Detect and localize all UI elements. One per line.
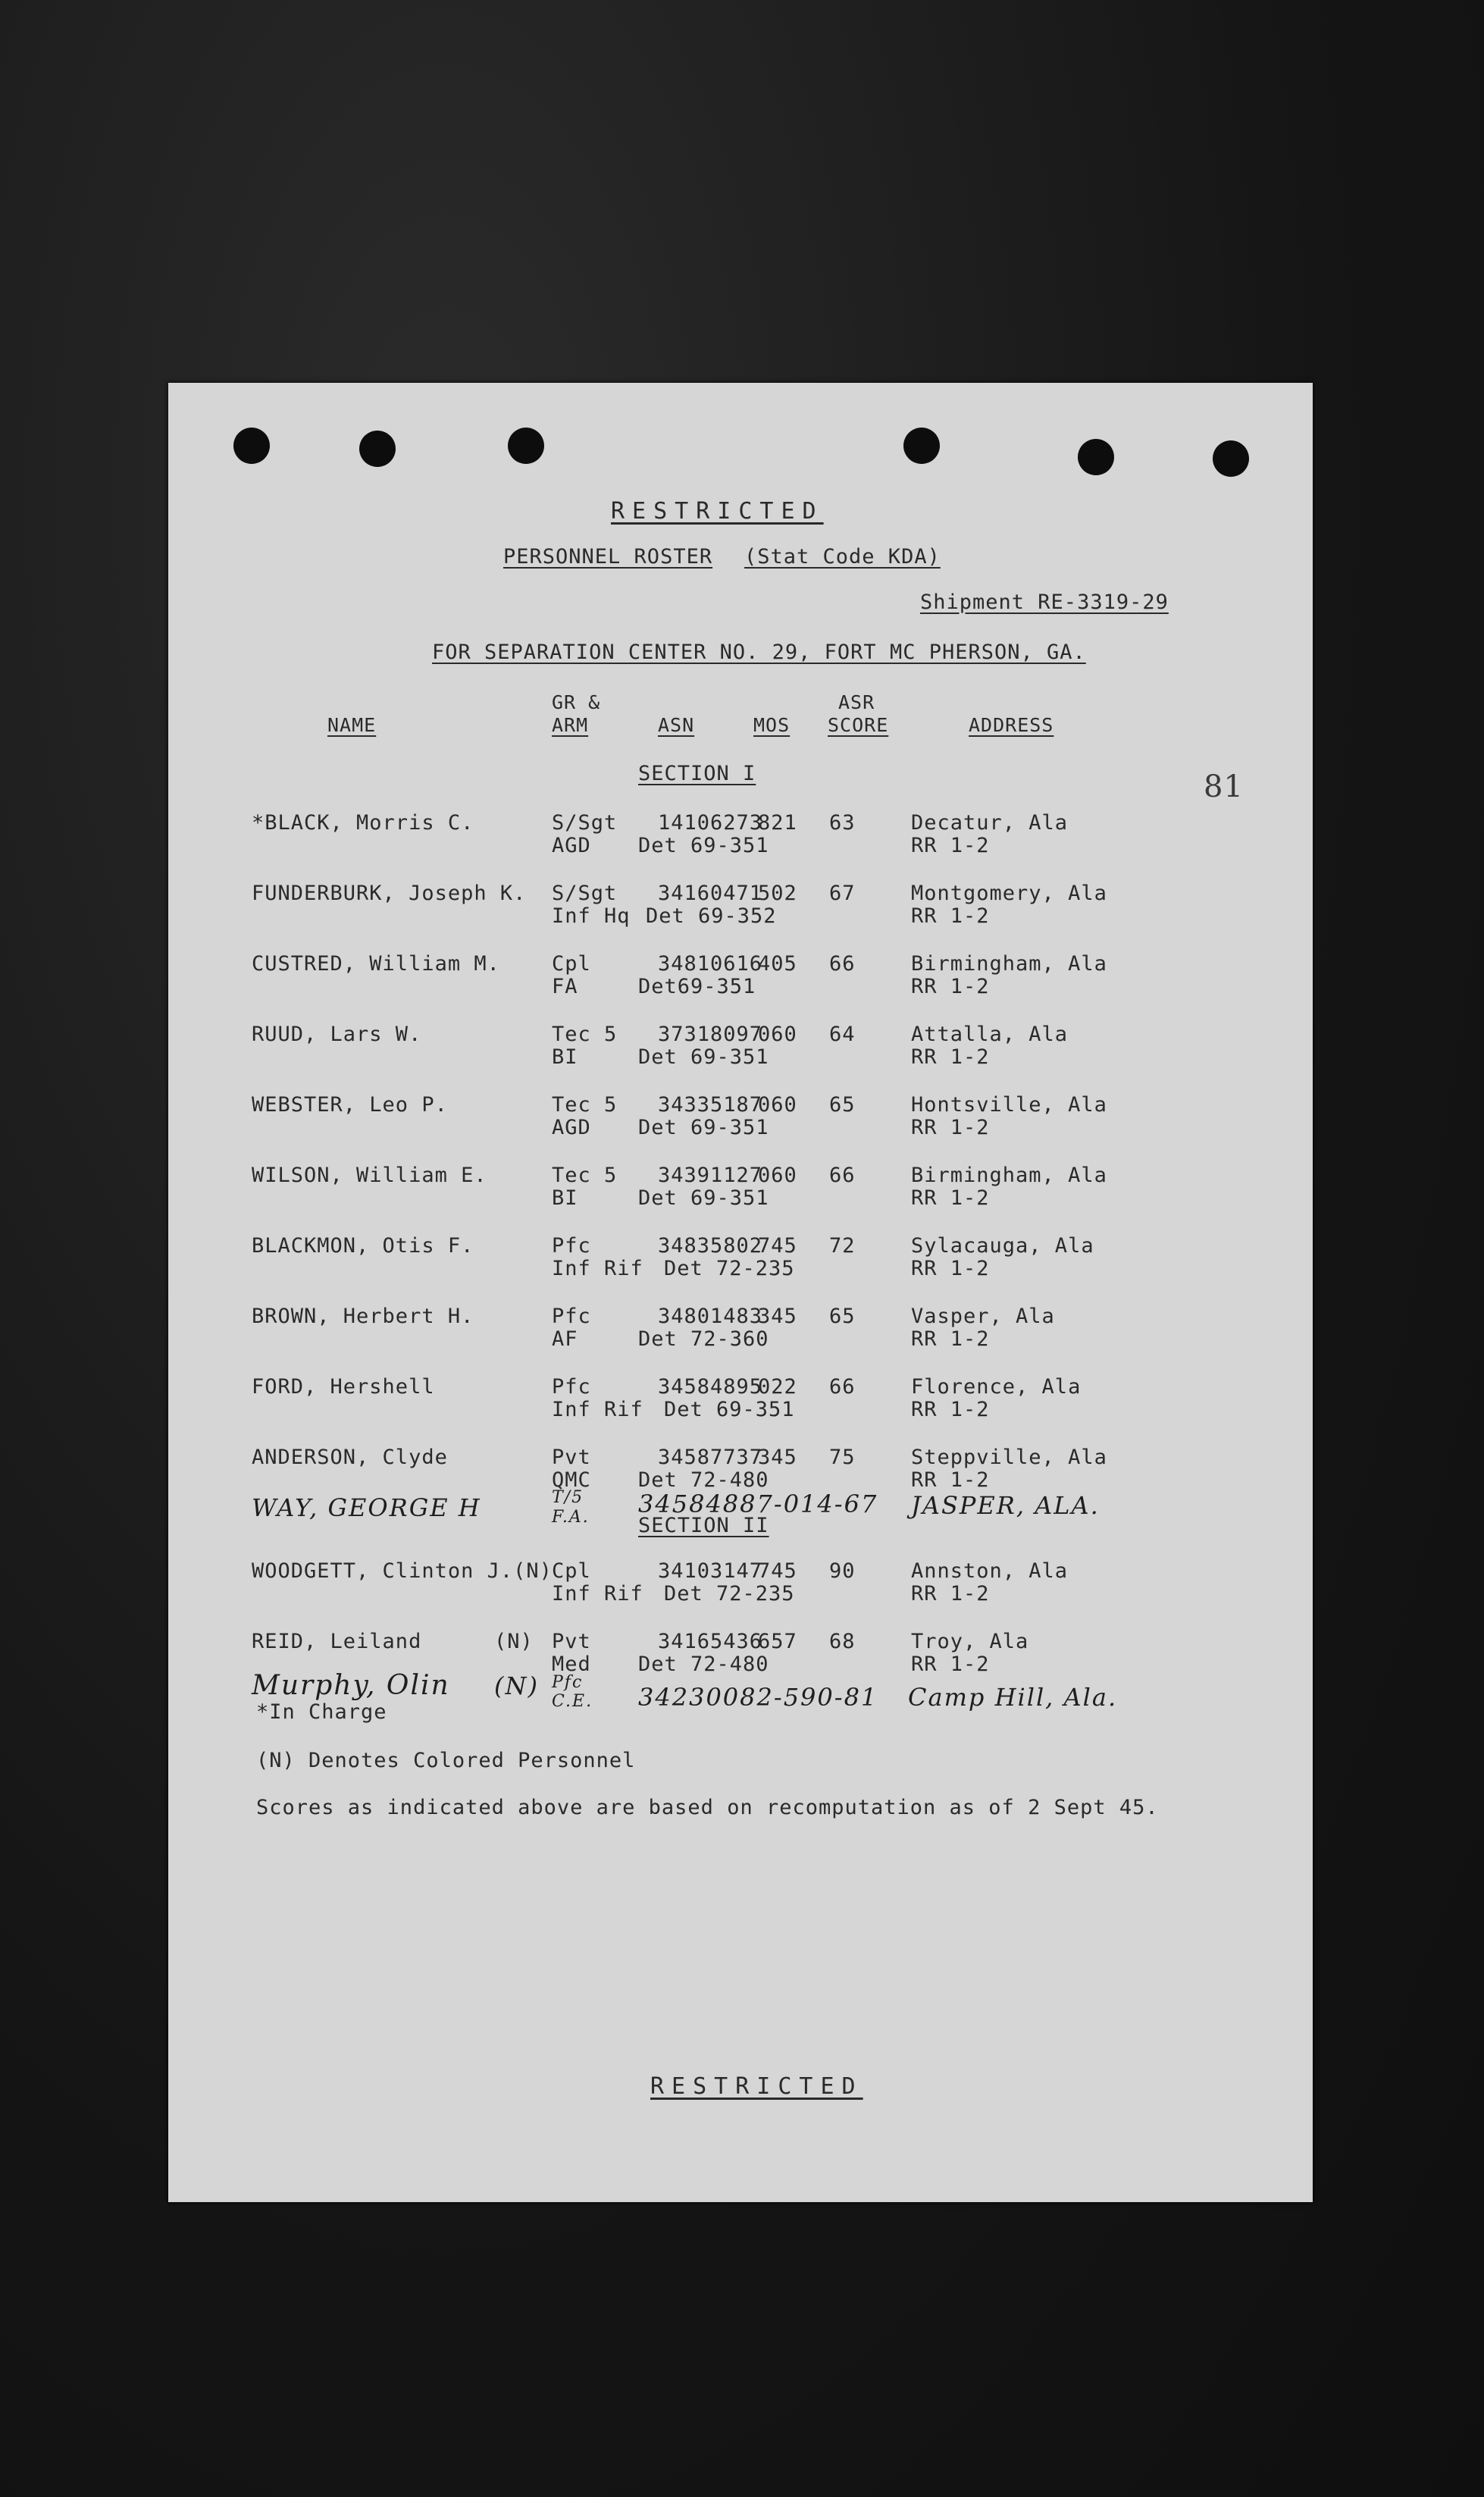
row-det: Det 69-351 <box>638 1116 769 1139</box>
row-name: WEBSTER, Leo P. <box>252 1093 448 1117</box>
handwritten-arm: F.A. <box>552 1508 590 1527</box>
row-det: Det 69-351 <box>664 1398 795 1421</box>
row-asn: 34335187 <box>658 1093 763 1117</box>
stat-code: (Stat Code KDA) <box>744 545 941 569</box>
shipment-number: Shipment RE-3319-29 <box>920 591 1169 614</box>
row-score: 64 <box>829 1023 856 1046</box>
row-mos: 060 <box>758 1164 797 1187</box>
row-rr: RR 1-2 <box>911 1468 990 1492</box>
row-city: Birmingham, Ala <box>911 1164 1107 1187</box>
row-det: Det 72-360 <box>638 1327 769 1351</box>
row-det: Det 69-351 <box>638 1045 769 1069</box>
row-score: 66 <box>829 1164 856 1187</box>
row-mos: 060 <box>758 1023 797 1046</box>
row-city: Hontsville, Ala <box>911 1093 1107 1117</box>
handwritten-asn: 34584887-014-67 <box>638 1490 878 1518</box>
row-arm: BI <box>552 1186 578 1210</box>
row-score: 68 <box>829 1630 856 1653</box>
row-city: Annston, Ala <box>911 1559 1069 1583</box>
row-rr: RR 1-2 <box>911 1186 990 1210</box>
row-city: Sylacauga, Ala <box>911 1234 1094 1258</box>
row-city: Steppville, Ala <box>911 1446 1107 1469</box>
row-rr: RR 1-2 <box>911 1045 990 1069</box>
row-name: CUSTRED, William M. <box>252 952 500 976</box>
row-mos: 745 <box>758 1234 797 1258</box>
row-arm: Med <box>552 1653 591 1676</box>
classification-top: RESTRICTED <box>611 498 824 525</box>
row-score: 75 <box>829 1446 856 1469</box>
row-rr: RR 1-2 <box>911 1398 990 1421</box>
row-grade: Pvt <box>552 1630 591 1653</box>
row-arm: Inf Hq <box>552 904 631 928</box>
row-rr: RR 1-2 <box>911 1653 990 1676</box>
handwritten-city: Camp Hill, Ala. <box>908 1683 1118 1712</box>
row-name: ANDERSON, Clyde <box>252 1446 448 1469</box>
row-asn: 37318097 <box>658 1023 763 1046</box>
separation-center: FOR SEPARATION CENTER NO. 29, FORT MC PHERSON, GA. <box>432 641 1086 664</box>
row-mos: 345 <box>758 1446 797 1469</box>
row-mos: 405 <box>758 952 797 976</box>
row-score: 63 <box>829 811 856 835</box>
row-arm: Inf Rif <box>552 1398 643 1421</box>
row-score: 65 <box>829 1093 856 1117</box>
row-arm: QMC <box>552 1468 591 1492</box>
row-rr: RR 1-2 <box>911 1116 990 1139</box>
row-det: Det 69-352 <box>646 904 777 928</box>
row-grade: Cpl <box>552 952 591 976</box>
row-name: BLACKMON, Otis F. <box>252 1234 474 1258</box>
handwritten-city: JASPER, ALA. <box>911 1491 1100 1520</box>
row-name: WILSON, William E. <box>252 1164 487 1187</box>
row-city: Vasper, Ala <box>911 1305 1055 1328</box>
section-two-heading: SECTION II <box>638 1514 769 1537</box>
in-charge-note: *In Charge <box>256 1700 387 1724</box>
col-score-2: SCORE <box>828 714 889 736</box>
row-det: Det 69-351 <box>638 834 769 857</box>
row-name: BROWN, Herbert H. <box>252 1305 474 1328</box>
roster-page <box>168 383 1313 2202</box>
row-asn: 34584895 <box>658 1375 763 1399</box>
row-city: Florence, Ala <box>911 1375 1082 1399</box>
row-name: FORD, Hershell <box>252 1375 435 1399</box>
row-arm: AGD <box>552 834 591 857</box>
row-rr: RR 1-2 <box>911 1257 990 1280</box>
row-score: 67 <box>829 882 856 905</box>
row-mos: 745 <box>758 1559 797 1583</box>
row-grade: Pfc <box>552 1305 591 1328</box>
row-arm: FA <box>552 975 578 998</box>
row-arm: AF <box>552 1327 578 1351</box>
row-name: RUUD, Lars W. <box>252 1023 422 1046</box>
row-det: Det 72-480 <box>638 1468 769 1492</box>
row-arm: Inf Rif <box>552 1257 643 1280</box>
col-grade: GR & <box>552 691 601 713</box>
handwritten-grade: T/5 <box>552 1488 584 1507</box>
row-city: Decatur, Ala <box>911 811 1069 835</box>
row-name: *BLACK, Morris C. <box>252 811 474 835</box>
row-grade: Cpl <box>552 1559 591 1583</box>
punch-hole <box>359 431 396 467</box>
row-name: FUNDERBURK, Joseph K. <box>252 882 527 905</box>
col-asn: ASN <box>658 714 695 736</box>
roster-title: PERSONNEL ROSTER <box>503 545 713 569</box>
row-rr: RR 1-2 <box>911 834 990 857</box>
row-grade: Tec 5 <box>552 1093 618 1117</box>
row-asn: 34587737 <box>658 1446 763 1469</box>
row-grade: Tec 5 <box>552 1164 618 1187</box>
row-arm: AGD <box>552 1116 591 1139</box>
punch-hole <box>903 428 940 464</box>
col-mos: MOS <box>753 714 791 736</box>
row-mos: 345 <box>758 1305 797 1328</box>
handwritten-grade: Pfc <box>552 1673 584 1692</box>
row-score: 72 <box>829 1234 856 1258</box>
row-asn: 34835802 <box>658 1234 763 1258</box>
colored-personnel-note: (N) Denotes Colored Personnel <box>256 1749 636 1772</box>
handwritten-tag: (N) <box>494 1671 539 1700</box>
row-asn: 34801483 <box>658 1305 763 1328</box>
row-asn: 14106273 <box>658 811 763 835</box>
row-arm: BI <box>552 1045 578 1069</box>
row-grade: Pfc <box>552 1234 591 1258</box>
col-name: NAME <box>327 714 377 736</box>
row-det: Det 72-235 <box>664 1582 795 1606</box>
row-grade: Tec 5 <box>552 1023 618 1046</box>
row-city: Montgomery, Ala <box>911 882 1107 905</box>
classification-bottom: RESTRICTED <box>650 2073 863 2100</box>
row-grade: Pvt <box>552 1446 591 1469</box>
row-score: 90 <box>829 1559 856 1583</box>
row-mos: 821 <box>758 811 797 835</box>
row-asn: 34810616 <box>658 952 763 976</box>
row-score: 65 <box>829 1305 856 1328</box>
row-tag: (N) <box>494 1630 534 1653</box>
handwritten-name: WAY, GEORGE H <box>252 1493 481 1522</box>
punch-hole <box>233 428 270 464</box>
row-grade: S/Sgt <box>552 811 618 835</box>
row-mos: 502 <box>758 882 797 905</box>
row-city: Troy, Ala <box>911 1630 1029 1653</box>
row-det: Det 69-351 <box>638 1186 769 1210</box>
row-rr: RR 1-2 <box>911 1582 990 1606</box>
col-score-1: ASR <box>838 691 875 713</box>
row-mos: 657 <box>758 1630 797 1653</box>
row-score: 66 <box>829 1375 856 1399</box>
handwritten-arm: C.E. <box>552 1692 593 1711</box>
punch-hole <box>1213 440 1249 477</box>
scores-note: Scores as indicated above are based on recomputation as of 2 Sept 45. <box>256 1796 1159 1819</box>
row-city: Attalla, Ala <box>911 1023 1069 1046</box>
punch-hole <box>1078 439 1114 475</box>
row-asn: 34391127 <box>658 1164 763 1187</box>
row-mos: 022 <box>758 1375 797 1399</box>
col-arm: ARM <box>552 714 589 736</box>
row-score: 66 <box>829 952 856 976</box>
row-city: Birmingham, Ala <box>911 952 1107 976</box>
row-mos: 060 <box>758 1093 797 1117</box>
punch-hole <box>508 428 544 464</box>
row-grade: Pfc <box>552 1375 591 1399</box>
row-det: Det 72-235 <box>664 1257 795 1280</box>
row-asn: 34160471 <box>658 882 763 905</box>
row-rr: RR 1-2 <box>911 975 990 998</box>
col-address: ADDRESS <box>969 714 1054 736</box>
row-det: Det69-351 <box>638 975 756 998</box>
row-grade: S/Sgt <box>552 882 618 905</box>
row-rr: RR 1-2 <box>911 1327 990 1351</box>
section-one-heading: SECTION I <box>638 762 756 785</box>
row-det: Det 72-480 <box>638 1653 769 1676</box>
row-name: REID, Leiland <box>252 1630 422 1653</box>
handwritten-name: Murphy, Olin <box>252 1670 450 1701</box>
row-arm: Inf Rif <box>552 1582 643 1606</box>
row-name: WOODGETT, Clinton J.(N) <box>252 1559 553 1583</box>
row-asn: 34165436 <box>658 1630 763 1653</box>
page-number: 81 <box>1204 769 1244 804</box>
row-asn: 34103147 <box>658 1559 763 1583</box>
row-rr: RR 1-2 <box>911 904 990 928</box>
handwritten-asn: 34230082-590-81 <box>638 1683 878 1712</box>
